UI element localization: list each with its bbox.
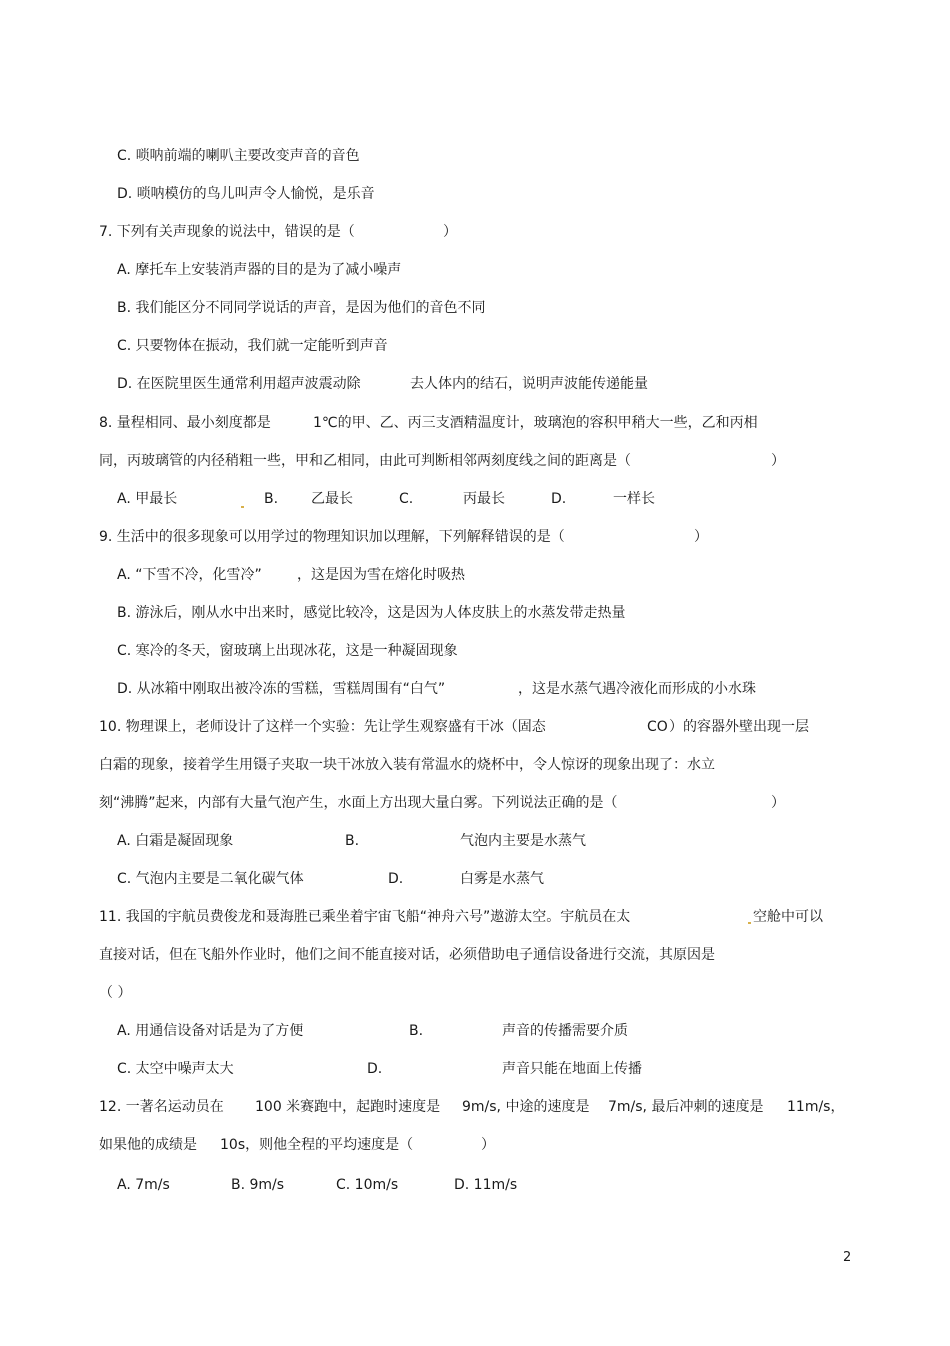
q7-option-d <box>117 374 648 394</box>
q8-stem-close: ） <box>771 453 785 469</box>
q8-stem-line2 <box>99 451 785 471</box>
q9-option-a-part2: ，这是因为雪在熔化时吸热 <box>297 567 465 583</box>
q11-stem-part1: 11. 我国的宇航员费俊龙和聂海胜已乘坐着宇宙飞船“神舟六号”遨游太空。宇航员在太 <box>99 909 631 925</box>
q7-option-d-part2: 去人体内的结石，说明声波能传递能量 <box>410 376 648 392</box>
q11-stem-part2: 空舱中可以 <box>753 909 823 925</box>
q12-stem-part4: 7m/s, 最后冲刺的速度是 <box>608 1099 764 1115</box>
q8-option-a: A. 甲最长 <box>117 491 178 507</box>
q11-option-d: 声音只能在地面上传播 <box>502 1061 642 1077</box>
q8-stem-part2: 1℃的甲、乙、丙三支酒精温度计，玻璃泡的容积甲稍大一些，乙和丙相 <box>313 415 758 431</box>
q12-stem-part2: 100 米赛跑中，起跑时速度是 <box>255 1099 441 1115</box>
q12-option-b: B. 9m/s <box>231 1177 285 1193</box>
q11-option-b-letter: B. <box>409 1023 424 1039</box>
q9-stem-text: 9. 生活中的很多现象可以用学过的物理知识加以理解，下列解释错误的是（ <box>99 529 565 545</box>
q11-option-c: C. 太空中噪声太大 <box>117 1061 234 1077</box>
q10-option-d-letter: D. <box>388 871 404 887</box>
q8-option-c-letter: C. <box>399 491 414 507</box>
q12-stem-part5: 11m/s， <box>787 1099 845 1115</box>
q12-stem-close: ） <box>481 1137 495 1153</box>
q10-stem-part1: 10. 物理课上，老师设计了这样一个实验：先让学生观察盛有干冰（固态 <box>99 719 546 735</box>
q10-stem-part3: 刻“沸腾”起来，内部有大量气泡产生，水面上方出现大量白雾。下列说法正确的是（ <box>99 795 618 811</box>
q12-stem-part6: 如果他的成绩是 <box>99 1137 197 1153</box>
q7-stem-close: ） <box>443 224 457 240</box>
q10-stem-part2: ）的容器外壁出现一层 <box>669 719 809 735</box>
q9-option-d-part1: D. 从冰箱中刚取出被冷冻的雪糕，雪糕周围有“白气” <box>117 681 446 697</box>
q12-stem-part1: 12. 一著名运动员在 <box>99 1099 224 1115</box>
q10-stem-formula: CO <box>647 719 668 735</box>
speck-mark <box>748 922 751 924</box>
q7-option-a: A. 摩托车上安装消声器的目的是为了减小噪声 <box>117 262 402 278</box>
q12-option-d: D. 11m/s <box>454 1177 518 1193</box>
q7-option-c: C. 只要物体在振动，我们就一定能听到声音 <box>117 338 388 354</box>
speck-mark <box>241 506 244 508</box>
q7-stem-text: 7. 下列有关声现象的说法中，错误的是（ <box>99 224 355 240</box>
q8-stem-part3: 同，丙玻璃管的内径稍粗一些，甲和乙相同，由此可判断相邻两刻度线之间的距离是（ <box>99 453 631 469</box>
q8-option-d-letter: D. <box>551 491 567 507</box>
q9-option-a <box>117 565 465 585</box>
q12-option-a: A. 7m/s <box>117 1177 170 1193</box>
q10-stem-line3 <box>99 793 785 813</box>
q11-stem-line2: 直接对话，但在飞船外作业时，他们之间不能直接对话，必须借助电子通信设备进行交流，其原因是 <box>99 947 715 963</box>
q7-stem <box>99 222 457 242</box>
q7-option-d-part1: D. 在医院里医生通常利用超声波震动除 <box>117 376 361 392</box>
q10-stem-line1 <box>99 717 809 737</box>
q9-stem <box>99 527 708 547</box>
q11-option-a: A. 用通信设备对话是为了方便 <box>117 1023 304 1039</box>
q10-option-b-letter: B. <box>345 833 360 849</box>
q9-option-a-part1: A. “下雪不冷，化雪冷” <box>117 567 262 583</box>
q10-stem-line2: 白霜的现象，接着学生用镊子夹取一块干冰放入装有常温水的烧杯中，令人惊讶的现象出现了：水立 <box>99 757 715 773</box>
q8-stem-part1: 8. 量程相同、最小刻度都是 <box>99 415 271 431</box>
q9-option-c: C. 寒冷的冬天，窗玻璃上出现冰花，这是一种凝固现象 <box>117 643 458 659</box>
q11-option-b: 声音的传播需要介质 <box>502 1023 628 1039</box>
q8-stem-line1 <box>99 413 758 433</box>
q9-option-d-part2: ，这是水蒸气遇冷液化而形成的小水珠 <box>518 681 756 697</box>
q8-option-c: 丙最长 <box>463 491 505 507</box>
q11-stem-line1 <box>99 907 823 927</box>
q6-option-d: D. 唢呐模仿的鸟儿叫声令人愉悦，是乐音 <box>117 186 375 202</box>
q9-option-d <box>117 679 756 699</box>
q8-option-b-letter: B. <box>264 491 279 507</box>
q12-stem-part3: 9m/s, 中途的速度是 <box>462 1099 590 1115</box>
q10-option-d: 白雾是水蒸气 <box>460 871 544 887</box>
q8-option-d: 一样长 <box>613 491 655 507</box>
q11-option-d-letter: D. <box>367 1061 383 1077</box>
q9-option-b: B. 游泳后，刚从水中出来时，感觉比较冷，这是因为人体皮肤上的水蒸发带走热量 <box>117 605 626 621</box>
q10-option-b: 气泡内主要是水蒸气 <box>460 833 586 849</box>
q7-option-b: B. 我们能区分不同同学说话的声音，是因为他们的音色不同 <box>117 300 486 316</box>
q11-stem-line3: （ ） <box>99 985 132 1001</box>
q10-stem-close: ） <box>771 795 785 811</box>
q10-option-a: A. 白霜是凝固现象 <box>117 833 234 849</box>
q12-option-c: C. 10m/s <box>336 1177 399 1193</box>
q12-stem-part7: 10s，则他全程的平均速度是（ <box>220 1137 414 1153</box>
q8-option-b: 乙最长 <box>311 491 353 507</box>
q9-stem-close: ） <box>694 529 708 545</box>
q10-option-c: C. 气泡内主要是二氧化碳气体 <box>117 871 304 887</box>
q6-option-c: C. 唢呐前端的喇叭主要改变声音的音色 <box>117 148 360 164</box>
page-number: 2 <box>843 1250 852 1265</box>
